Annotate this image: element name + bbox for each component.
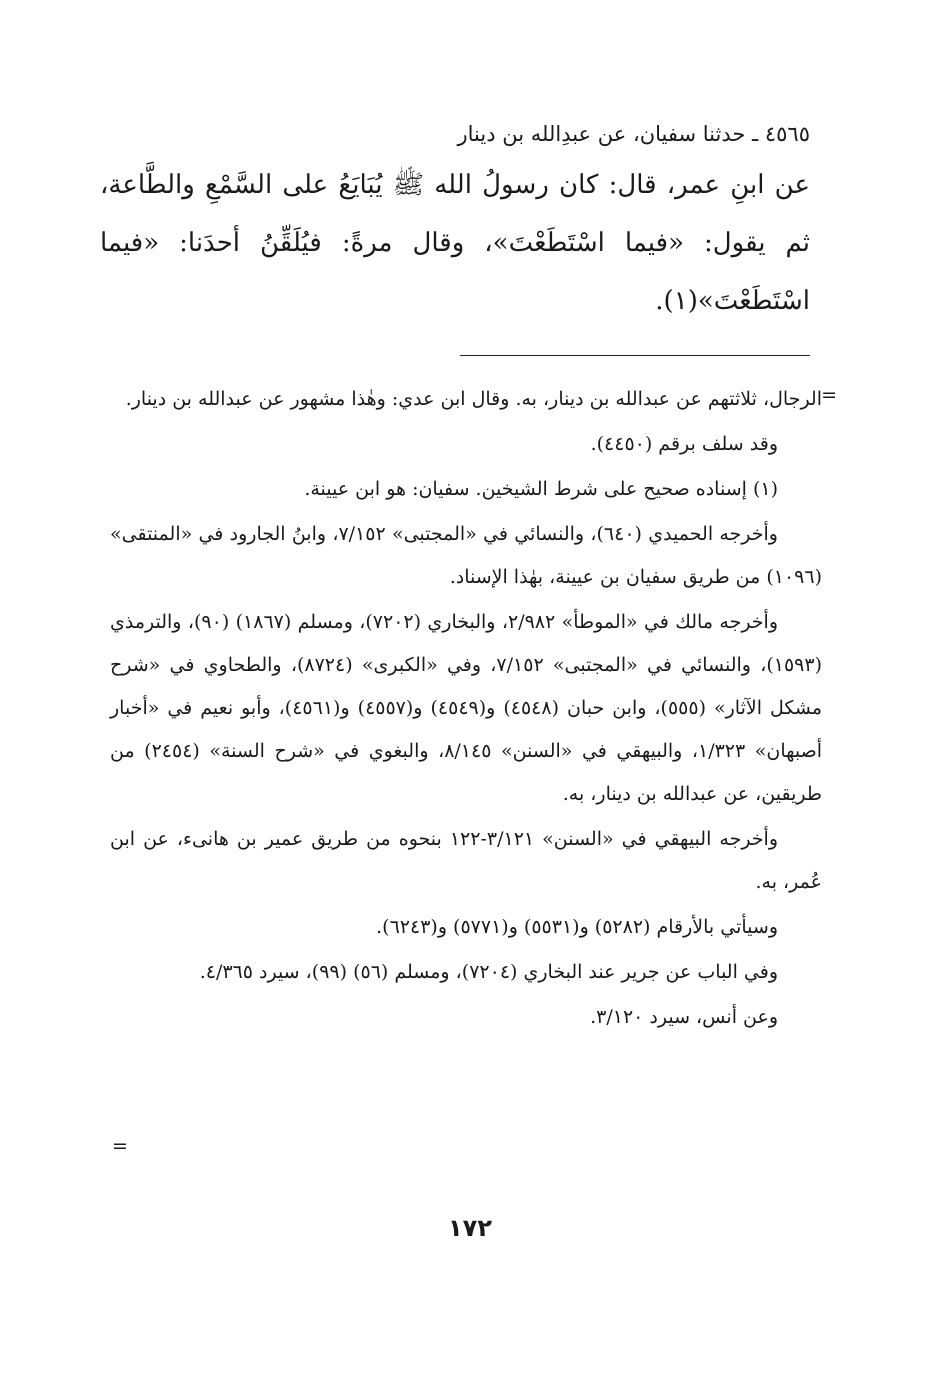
footnote-paragraph: وقد سلف برقم (٤٤٥٠).	[590, 433, 778, 455]
footnote-paragraph: وفي الباب عن جرير عند البخاري (٧٢٠٤)، ومسلم (٥٦) (٩٩)، سيرد ٤/٣٦٥.	[199, 961, 778, 983]
footnote-separator	[460, 355, 810, 356]
footnote-paragraph: وأخرجه مالك في «الموطأ» ٢/٩٨٢، والبخاري (٧٢٠٢)، ومسلم (١٨٦٧) (٩٠)، والترمذي (١٥٩٣)، والنسائي في «المجتبى» ٧/١٥٢، وفي «الكبرى» (٨٧٢٤)، والطحاوي في «شرح مشكل الآثار» (٥٥٥)، وابن حبان (٤٥٤٨) و(٤٥٤٩) و(٤٥٥٧) و(٤٥٦١)، وأبو نعيم في «أخبار أصبهان» ١/٣٢٣، والبيهقي في «السنن» ٨/١٤٥، والبغوي في «شرح السنة» (٢٤٥٤) من طريقين، عن عبدالله بن دينار، به.	[110, 611, 823, 805]
hadith-text: عن ابنِ عمر، قال: كان رسولُ الله ﷺ يُبَايَعُ على السَّمْعِ والطَّاعة، ثم يقول: «فيما اسْتَطَعْتَ»، وقال مرةً: فيُلَقِّنُ أحدَنا: «فيما اسْتَطَعْتَ»(١).	[100, 170, 810, 316]
footnotes-section	[110, 378, 822, 1041]
continued-mark: =	[112, 1135, 128, 1157]
footnote-paragraph: (١) إسناده صحيح على شرط الشيخين. سفيان: هو ابن عيينة.	[304, 478, 778, 500]
hadith-block	[100, 118, 810, 330]
footnote-paragraph: وأخرجه الحميدي (٦٤٠)، والنسائي في «المجتبى» ٧/١٥٢، وابنُ الجارود في «المنتقى» (١٠٩٦) من طريق سفيان بن عيينة، بهٰذا الإسناد.	[110, 523, 822, 588]
footnote-paragraph: وأخرجه البيهقي في «السنن» ٣/١٢١-١٢٢ بنحوه من طريق عمير بن هانىء، عن ابن عُمر، به.	[110, 828, 822, 893]
footnote-paragraph: الرجال، ثلاثتهم عن عبدالله بن دينار، به. وقال ابن عدي: وهٰذا مشهور عن عبدالله بن دينار.	[125, 388, 822, 410]
footnote-paragraph: وعن أنس، سيرد ٣/١٢٠.	[590, 1006, 778, 1028]
hadith-number-line: ٤٥٦٥ ـ حدثنا سفيان، عن عبدِالله بن دينار	[457, 122, 810, 146]
footnote-paragraph: وسيأتي بالأرقام (٥٢٨٢) و(٥٥٣١) و(٥٧٧١) و(٦٢٤٣).	[376, 916, 778, 938]
continuation-mark: =	[821, 384, 837, 406]
page-number: ١٧٢	[448, 1214, 492, 1242]
